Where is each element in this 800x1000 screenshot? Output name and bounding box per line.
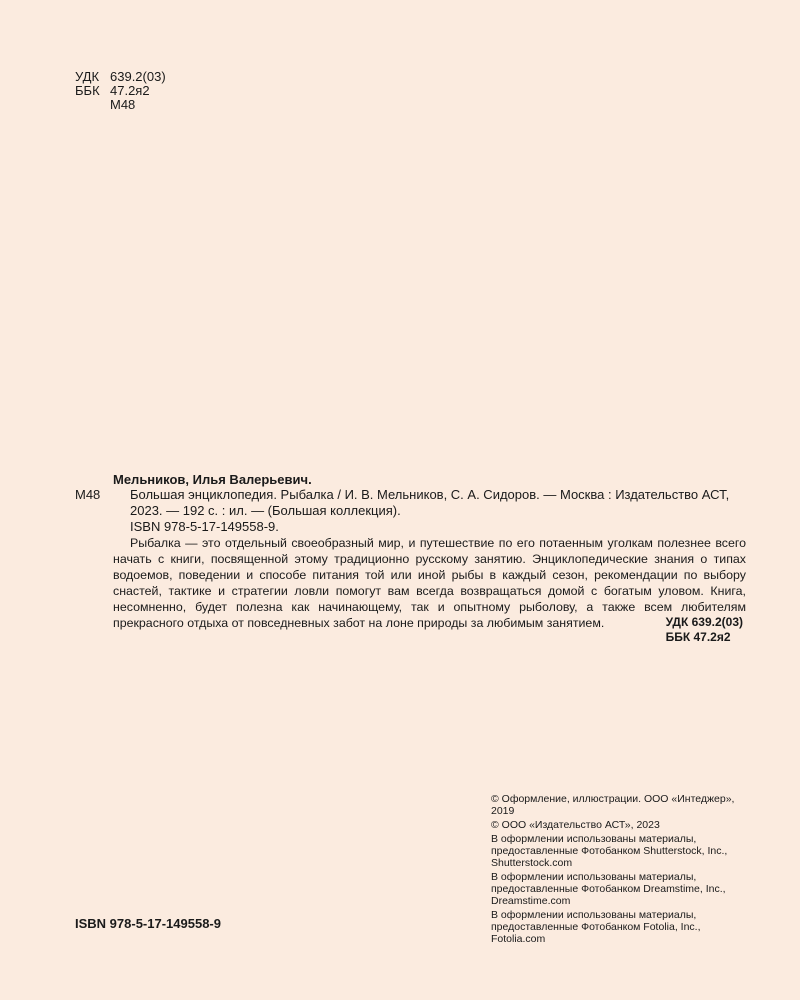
card-udk: УДК 639.2(03) <box>665 615 743 629</box>
copyright-block <box>491 793 751 947</box>
card-description: Большая энциклопедия. Рыбалка / И. В. Мельников, С. А. Сидоров. — Москва : Издательство АСТ, 2023. — 192 с. : ил. — (Большая коллекция). <box>130 487 730 518</box>
bbk-label: ББК <box>75 83 100 98</box>
copyright-line: © Оформление, иллюстрации. ООО «Интеджер», 2019 <box>491 793 735 817</box>
isbn-bottom: ISBN 978-5-17-149558-9 <box>75 916 221 931</box>
author-code-row <box>75 98 166 112</box>
card-index-block <box>666 615 743 645</box>
card-code: М48 <box>75 487 101 502</box>
copyright-line: В оформлении использованы материалы, предоставленные Фотобанком Shutterstock, Inc., Shutterstock.com <box>491 833 728 869</box>
card-annotation: Рыбалка — это отдельный своеобразный мир, и путешествие по его потаенным уголкам полезнее всего начать с книги, посвященной этому традиционно русскому занятию. Энциклопедические знания о типах водоемов, поведении и способе питания той или иной рыбы в каждый сезон, рекомендации по выбору снастей, тактике и стратегии ловли помогут вам всегда возвращаться домой с богатым уловом. Книга, несомненно, будет полезна как начинающему, так и опытному рыболову, а также всем любителям прекрасного отдыха от повседневных забот на лоне природы за любимым занятием. <box>113 536 746 630</box>
udk-label: УДК <box>75 69 100 84</box>
udk-row <box>75 70 166 84</box>
copyright-line: В оформлении использованы материалы, предоставленные Фотобанком Fotolia, Inc., Fotolia.com <box>491 909 701 945</box>
bbk-row <box>75 84 166 98</box>
card-bbk: ББК 47.2я2 <box>665 630 731 644</box>
udk-value: 639.2(03) <box>110 69 166 84</box>
copyright-line: © ООО «Издательство АСТ», 2023 <box>491 819 660 831</box>
classification-block <box>75 70 166 112</box>
copyright-line: В оформлении использованы материалы, предоставленные Фотобанком Dreamstime, Inc., Dreamstime.com <box>491 871 726 907</box>
card-author: Мельников, Илья Валерьевич. <box>113 472 312 487</box>
card-isbn: ISBN 978-5-17-149558-9. <box>130 519 279 534</box>
bbk-value: 47.2я2 <box>110 83 150 98</box>
author-code: М48 <box>110 97 136 112</box>
